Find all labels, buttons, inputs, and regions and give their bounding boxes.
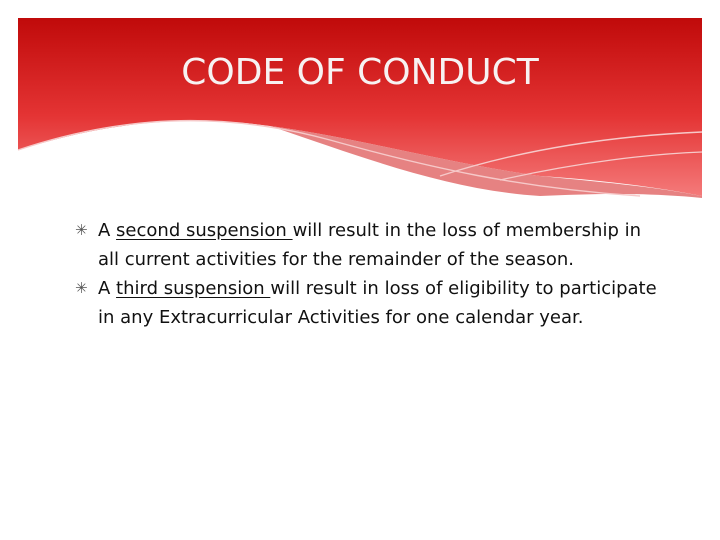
- bullet-underlined-text: second suspension: [116, 220, 293, 241]
- bullet-item: [75, 216, 658, 274]
- header-banner: [0, 0, 720, 210]
- asterisk-bullet-icon: ✳: [75, 221, 88, 239]
- bullet-text-prefix: A: [98, 278, 117, 299]
- bullet-item: [75, 274, 658, 332]
- bullet-text-rest: will result in loss of eligibility to participate in any Extracurricular Activities for one calendar year.: [98, 278, 657, 328]
- bullet-text-prefix: A: [98, 220, 117, 241]
- slide-title: CODE OF CONDUCT: [181, 52, 539, 93]
- bullet-underlined-text: third suspension: [116, 278, 271, 299]
- asterisk-bullet-icon: ✳: [75, 279, 88, 297]
- bullet-text-rest: will result in the loss of membership in all current activities for the remainder of the season.: [98, 220, 641, 270]
- bullet-list: [75, 216, 675, 332]
- header-red-shape: [18, 18, 702, 196]
